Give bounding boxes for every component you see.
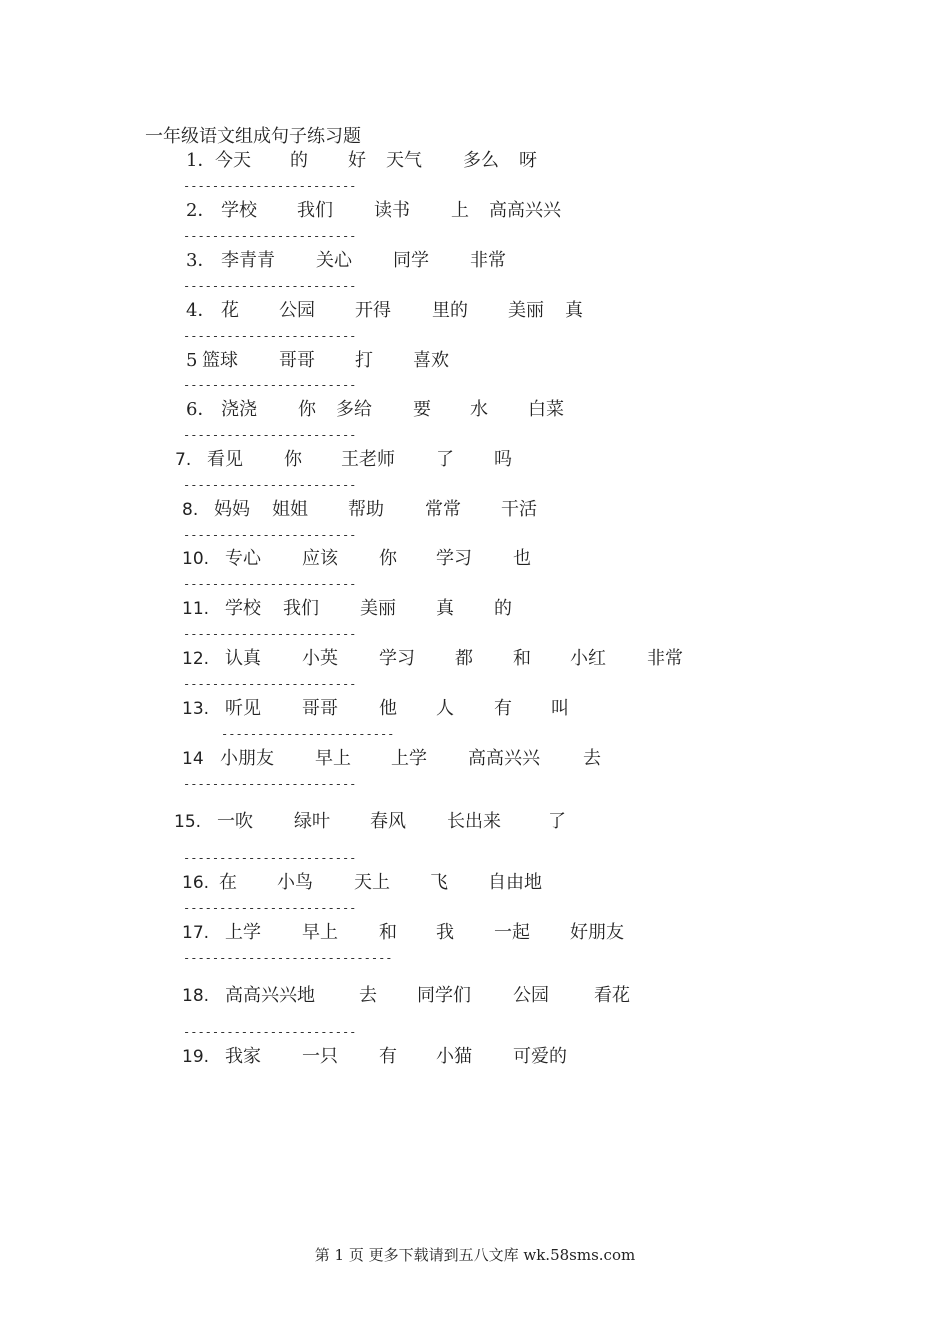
word-chip: 了: [436, 449, 454, 470]
word-chip: 水: [470, 399, 488, 420]
question-row: [0, 548, 950, 572]
word-chip: 上学: [225, 922, 261, 943]
word-chip: 喜欢: [413, 350, 449, 371]
word-chip: 上: [451, 200, 469, 221]
word-chip: 去: [359, 985, 377, 1006]
word-chip: 上学: [391, 748, 427, 769]
word-chip: 我家: [225, 1046, 261, 1067]
answer-line: ------------------------: [183, 901, 357, 915]
question-number: 6．: [186, 399, 216, 420]
word-chip: 小朋友: [220, 748, 274, 769]
word-chip: 姐姐: [272, 499, 308, 520]
question-row: [0, 748, 950, 772]
word-chip: 公园: [279, 300, 315, 321]
question-number: 15.: [174, 812, 202, 832]
word-chip: 学校: [225, 598, 261, 619]
word-chip: 小英: [302, 648, 338, 669]
word-chip: 小红: [570, 648, 606, 669]
word-chip: 一只: [302, 1046, 338, 1067]
word-chip: 和: [513, 648, 531, 669]
word-chip: 李青青: [221, 250, 275, 271]
answer-line: ------------------------: [183, 851, 357, 865]
word-chip: 我: [436, 922, 454, 943]
word-chip: 有: [379, 1046, 397, 1067]
word-chip: 呀: [519, 150, 537, 171]
word-chip: 常常: [425, 499, 461, 520]
word-chip: 帮助: [348, 499, 384, 520]
question-row: [0, 150, 950, 174]
word-chip: 早上: [302, 922, 338, 943]
answer-line: ------------------------: [183, 528, 357, 542]
question-row: [0, 1046, 950, 1070]
question-number: 5: [186, 350, 198, 371]
word-chip: 天上: [354, 872, 390, 893]
word-chip: 的: [494, 598, 512, 619]
word-chip: 都: [455, 648, 473, 669]
word-chip: 天气: [386, 150, 422, 171]
word-chip: 去: [583, 748, 601, 769]
word-chip: 早上: [315, 748, 351, 769]
question-number: 1．: [186, 150, 216, 171]
word-chip: 你: [379, 548, 397, 569]
word-chip: 他: [379, 698, 397, 719]
question-row: [0, 300, 950, 324]
answer-line: ------------------------: [183, 378, 357, 392]
question-row: [0, 872, 950, 896]
word-chip: 篮球: [202, 350, 238, 371]
word-chip: 多给: [336, 399, 372, 420]
question-row: [0, 811, 950, 835]
word-chip: 长出来: [447, 811, 501, 832]
answer-line: ------------------------: [183, 627, 357, 641]
question-number: 18.: [182, 986, 210, 1006]
word-chip: 干活: [501, 499, 537, 520]
word-chip: 飞: [430, 872, 448, 893]
answer-line: ------------------------: [183, 229, 357, 243]
question-number: 8.: [182, 500, 199, 520]
question-row: [0, 250, 950, 274]
answer-line: ------------------------: [221, 727, 395, 741]
word-chip: 叫: [551, 698, 569, 719]
question-row: [0, 922, 950, 946]
word-chip: 读书: [374, 200, 410, 221]
question-number: 14: [182, 749, 204, 769]
word-chip: 一起: [494, 922, 530, 943]
word-chip: 多么: [463, 150, 499, 171]
word-chip: 白菜: [528, 399, 564, 420]
word-chip: 里的: [432, 300, 468, 321]
question-number: 16.: [182, 873, 210, 893]
word-chip: 开得: [355, 300, 391, 321]
word-chip: 学校: [221, 200, 257, 221]
word-chip: 了: [548, 811, 566, 832]
answer-line: ------------------------: [183, 428, 357, 442]
word-chip: 非常: [647, 648, 683, 669]
word-chip: 公园: [513, 985, 549, 1006]
word-chip: 花: [221, 300, 239, 321]
question-row: [0, 200, 950, 224]
answer-line: ------------------------: [183, 777, 357, 791]
word-chip: 好朋友: [570, 922, 624, 943]
word-chip: 同学: [393, 250, 429, 271]
word-chip: 高高兴兴地: [225, 985, 315, 1006]
word-chip: 春风: [370, 811, 406, 832]
word-chip: 同学们: [417, 985, 471, 1006]
answer-line: ------------------------: [183, 179, 357, 193]
word-chip: 关心: [316, 250, 352, 271]
word-chip: 今天: [215, 150, 251, 171]
word-chip: 非常: [470, 250, 506, 271]
question-row: [0, 350, 950, 374]
word-chip: 高高兴兴: [468, 748, 540, 769]
question-number: 19.: [182, 1047, 210, 1067]
question-number: 10.: [182, 549, 210, 569]
question-row: [0, 399, 950, 423]
word-chip: 可爱的: [513, 1046, 567, 1067]
document-title: 一年级语文组成句子练习题: [145, 126, 361, 147]
answer-line: -----------------------------: [183, 951, 393, 965]
word-chip: 应该: [302, 548, 338, 569]
question-number: 17.: [182, 923, 210, 943]
word-chip: 也: [513, 548, 531, 569]
word-chip: 美丽: [508, 300, 544, 321]
question-number: 12.: [182, 649, 210, 669]
question-number: 3．: [186, 250, 216, 271]
answer-line: ------------------------: [183, 329, 357, 343]
word-chip: 在: [219, 872, 237, 893]
question-number: 13.: [182, 699, 210, 719]
word-chip: 哥哥: [279, 350, 315, 371]
word-chip: 浇浇: [221, 399, 257, 420]
word-chip: 有: [494, 698, 512, 719]
word-chip: 自由地: [488, 872, 542, 893]
word-chip: 看见: [207, 449, 243, 470]
word-chip: 高高兴兴: [489, 200, 561, 221]
answer-line: ------------------------: [183, 677, 357, 691]
question-number: 2．: [186, 200, 216, 221]
word-chip: 你: [284, 449, 302, 470]
word-chip: 人: [436, 698, 454, 719]
word-chip: 我们: [283, 598, 319, 619]
word-chip: 哥哥: [302, 698, 338, 719]
word-chip: 要: [413, 399, 431, 420]
question-row: [0, 648, 950, 672]
word-chip: 妈妈: [214, 499, 250, 520]
word-chip: 我们: [297, 200, 333, 221]
question-row: [0, 698, 950, 722]
word-chip: 学习: [436, 548, 472, 569]
word-chip: 一吹: [217, 811, 253, 832]
answer-line: ------------------------: [183, 279, 357, 293]
word-chip: 学习: [379, 648, 415, 669]
word-chip: 的: [290, 150, 308, 171]
question-row: [0, 499, 950, 523]
word-chip: 和: [379, 922, 397, 943]
answer-line: ------------------------: [183, 478, 357, 492]
word-chip: 小猫: [436, 1046, 472, 1067]
word-chip: 认真: [225, 648, 261, 669]
word-chip: 打: [355, 350, 373, 371]
page-footer: 第 1 页 更多下载请到五八文库 wk.58sms.com: [314, 1246, 636, 1264]
question-number: 11.: [182, 599, 210, 619]
word-chip: 真: [436, 598, 454, 619]
question-number: 4．: [186, 300, 216, 321]
word-chip: 专心: [225, 548, 261, 569]
word-chip: 听见: [225, 698, 261, 719]
word-chip: 小鸟: [277, 872, 313, 893]
answer-line: ------------------------: [183, 1025, 357, 1039]
answer-line: ------------------------: [183, 577, 357, 591]
word-chip: 你: [298, 399, 316, 420]
word-chip: 美丽: [360, 598, 396, 619]
question-row: [0, 985, 950, 1009]
word-chip: 好: [348, 150, 366, 171]
word-chip: 绿叶: [294, 811, 330, 832]
question-row: [0, 449, 950, 473]
word-chip: 看花: [594, 985, 630, 1006]
question-number: 7.: [175, 450, 192, 470]
word-chip: 吗: [494, 449, 512, 470]
word-chip: 真: [565, 300, 583, 321]
question-row: [0, 598, 950, 622]
word-chip: 王老师: [341, 449, 395, 470]
